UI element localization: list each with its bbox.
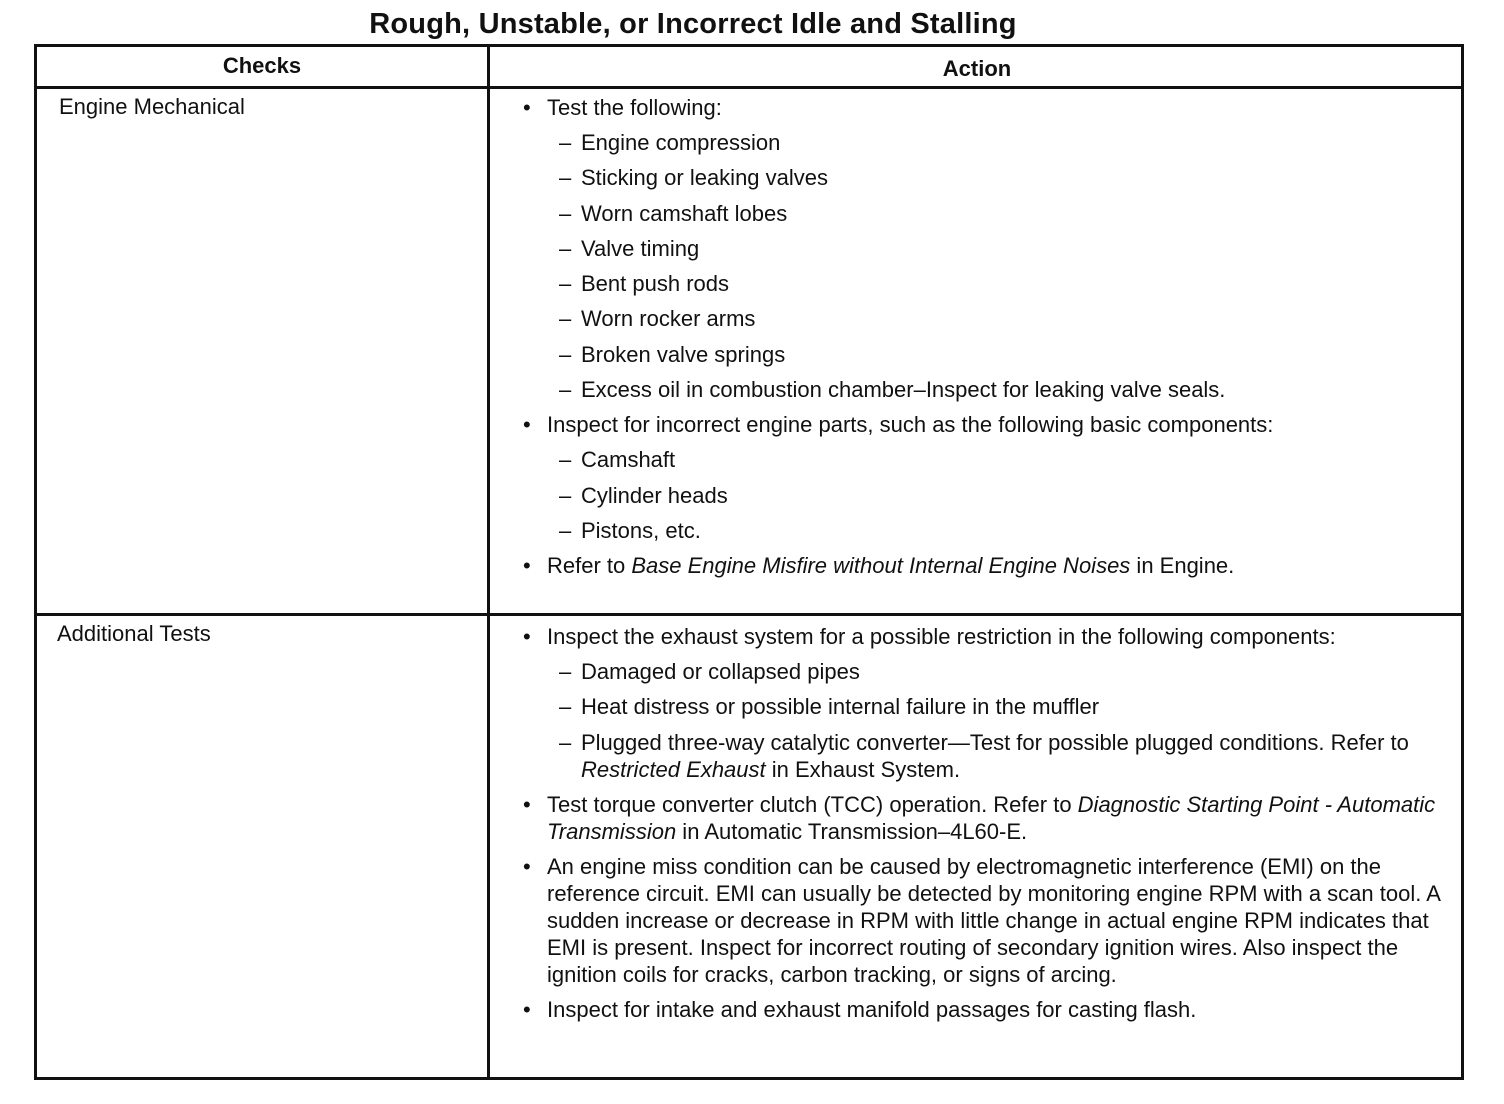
bullet-text: Inspect for intake and exhaust manifold passages for casting flash. (547, 996, 1197, 1022)
header-divider (37, 86, 1461, 89)
sub-list (547, 446, 1447, 544)
sub-item-text: Broken valve springs (581, 341, 786, 367)
action-cell-additional-tests (521, 623, 1447, 1031)
page-title: Rough, Unstable, or Incorrect Idle and Stalling (369, 8, 1017, 40)
sub-list (547, 658, 1447, 783)
sub-item: – Valve timing (559, 235, 700, 261)
sub-item: – Cylinder heads (559, 482, 728, 508)
sub-item: – Worn camshaft lobes (559, 200, 788, 226)
list-item (521, 94, 1447, 403)
list-item (521, 853, 1447, 988)
sub-list (547, 129, 1447, 403)
row-divider (37, 613, 1461, 616)
diagnostic-table (34, 44, 1464, 1080)
sub-item-text: Excess oil in combustion chamber–Inspect for leaking valve seals. (581, 377, 1226, 403)
sub-item-text: Plugged three-way catalytic converter—Test for possible plugged conditions. Refer to (581, 729, 1409, 755)
check-engine-mechanical: Engine Mechanical (59, 94, 245, 119)
sub-item-text: Pistons, etc. (581, 517, 701, 543)
bullet-text: Test the following: (547, 95, 722, 120)
bullet-text: Refer to (547, 553, 632, 579)
sub-item: – Camshaft (559, 447, 676, 473)
sub-item-text: in Exhaust System. (765, 756, 961, 782)
sub-item-text: Cylinder heads (581, 482, 728, 508)
sub-item: – Sticking or leaking valves (559, 165, 829, 191)
column-divider (487, 47, 490, 1077)
sub-item: – Damaged or collapsed pipes (559, 659, 860, 684)
sub-item-text: Engine compression (581, 130, 781, 155)
list-item (521, 623, 1447, 783)
column-header-action: Action (942, 56, 1012, 81)
list-item (521, 791, 1447, 845)
sub-item-text: Sticking or leaking valves (581, 165, 829, 191)
bullet-text: Inspect for incorrect engine parts, such as the following basic components: (547, 412, 1274, 438)
sub-item: – Excess oil in combustion chamber–Inspect for leaking valve seals. (559, 377, 1226, 403)
sub-item-text: Camshaft (581, 447, 676, 473)
check-additional-tests: Additional Tests (57, 621, 211, 646)
sub-item-text: Worn camshaft lobes (581, 200, 788, 226)
bullet-text: An engine miss condition can be caused by electromagnetic interference (EMI) on the reference circuit. EMI can usually be detected by monitoring engine RPM with a scan tool. A sudden increase or decrease in RPM with little change in actual engine RPM indicates that EMI is present. Inspect for incorrect routing of secondary ignition wires. Also inspect the ignition coils for cracks, carbon tracking, or signs of arcing. (547, 853, 1440, 987)
sub-item: – Worn rocker arms (559, 306, 756, 332)
reference-title: Diagnostic Starting Point - Automatic Transmission (547, 791, 1436, 844)
sub-item: – Engine compression (559, 130, 781, 155)
list-item (521, 411, 1447, 544)
reference-title: Restricted Exhaust (581, 756, 766, 782)
bullet-text: Inspect the exhaust system for a possible restriction in the following components: (547, 624, 1336, 649)
sub-item-text: Heat distress or possible internal failure in the muffler (581, 694, 1100, 720)
sub-item-text: Worn rocker arms (581, 306, 756, 332)
bullet-text: in Engine. (1130, 553, 1235, 579)
sub-item: – Broken valve springs (559, 341, 786, 367)
sub-item-text: Bent push rods (581, 271, 729, 297)
sub-item: – Plugged three-way catalytic converter—Test for possible plugged conditions. Refer to Restricted Exhaust in Exhaust System. (559, 729, 1409, 782)
sub-item: – Pistons, etc. (559, 517, 701, 543)
sub-item-text: Damaged or collapsed pipes (581, 659, 860, 684)
sub-item: – Heat distress or possible internal failure in the muffler (559, 694, 1100, 720)
column-header-checks: Checks (222, 53, 302, 78)
action-cell-engine-mechanical (521, 94, 1447, 587)
sub-item-text: Valve timing (581, 235, 700, 261)
bullet-text: Test torque converter clutch (TCC) operation. Refer to (547, 791, 1078, 817)
list-item (521, 552, 1447, 579)
sub-item: – Bent push rods (559, 271, 729, 297)
reference-title: Base Engine Misfire without Internal Engine Noises (631, 553, 1131, 579)
list-item (521, 996, 1447, 1023)
bullet-text: in Automatic Transmission–4L60-E. (676, 818, 1028, 844)
